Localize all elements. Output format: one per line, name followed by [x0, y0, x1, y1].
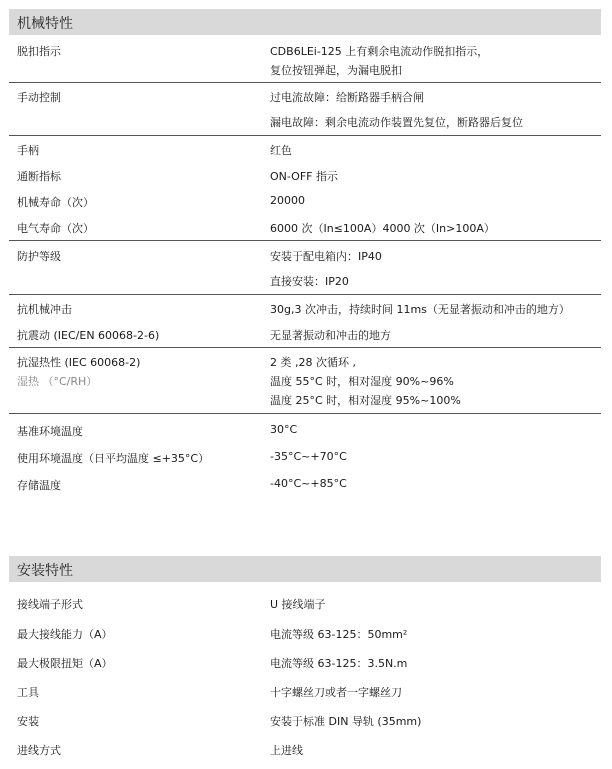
row-value: 30°C: [270, 423, 298, 436]
row-value: 红色: [270, 144, 292, 157]
row-value: ON-OFF 指示: [270, 170, 338, 183]
row-label: 脱扣指示: [17, 45, 61, 58]
divider: [9, 347, 601, 348]
row-value: 上进线: [270, 744, 303, 757]
divider: [9, 135, 601, 136]
row-label: 最大接线能力（A）: [17, 628, 113, 641]
row-value: 温度 25°C 时，相对湿度 95%~100%: [270, 394, 461, 407]
row-value: CDB6LEi-125 上有剩余电流动作脱扣指示，: [270, 45, 489, 58]
row-label: 通断指标: [17, 170, 61, 183]
row-label: 安装: [17, 715, 39, 728]
row-label: 抗震动 (IEC/EN 60068-2-6): [17, 329, 160, 342]
row-label: 手动控制: [17, 91, 61, 104]
row-value: 6000 次（In≤100A）4000 次（In>100A）: [270, 222, 495, 235]
row-sublabel: 湿热 （°C/RH）: [17, 375, 98, 388]
row-value: 温度 55°C 时，相对湿度 90%~96%: [270, 375, 454, 388]
row-label: 存储温度: [17, 479, 61, 492]
row-value: 十字螺丝刀或者一字螺丝刀: [270, 686, 402, 699]
row-value: 复位按钮弹起，为漏电脱扣: [270, 64, 402, 77]
row-value: -35°C~+70°C: [270, 450, 347, 463]
row-value: 安装于配电箱内：IP40: [270, 250, 382, 263]
row-label: 防护等级: [17, 250, 61, 263]
row-value: 电流等级 63-125：3.5N.m: [270, 657, 408, 670]
row-value: 漏电故障：剩余电流动作装置先复位，断路器后复位: [270, 116, 523, 129]
section-title: 安装特性: [17, 563, 73, 579]
row-value: U 接线端子: [270, 598, 326, 611]
row-label: 抗机械冲击: [17, 303, 72, 316]
row-label: 进线方式: [17, 744, 61, 757]
section-title: 机械特性: [17, 16, 73, 32]
row-value: 2 类 ,28 次循环 ,: [270, 356, 356, 369]
divider: [9, 294, 601, 295]
row-label: 手柄: [17, 144, 39, 157]
row-value: 过电流故障：给断路器手柄合闸: [270, 91, 424, 104]
row-label: 最大极限扭矩（A）: [17, 657, 113, 670]
row-value: 安装于标准 DIN 导轨 (35mm): [270, 715, 422, 728]
divider: [9, 240, 601, 241]
row-label: 电气寿命（次）: [17, 222, 94, 235]
row-label: 机械寿命（次）: [17, 196, 94, 209]
row-label: 基准环境温度: [17, 425, 83, 438]
section-header-mechanical: [9, 9, 601, 35]
row-label: 工具: [17, 686, 39, 699]
row-value: 无显著振动和冲击的地方: [270, 329, 391, 342]
row-value: 20000: [270, 194, 305, 207]
row-label: 使用环境温度（日平均温度 ≤+35°C）: [17, 452, 210, 465]
row-value: -40°C~+85°C: [270, 477, 347, 490]
divider: [9, 413, 601, 414]
row-label: 接线端子形式: [17, 598, 83, 611]
row-value: 电流等级 63-125：50mm²: [270, 628, 408, 641]
section-header-installation: [9, 556, 601, 582]
divider: [9, 82, 601, 83]
row-label: 抗湿热性 (IEC 60068-2): [17, 356, 141, 369]
row-value: 30g,3 次冲击，持续时间 11ms（无显著振动和冲击的地方）: [270, 303, 570, 316]
row-value: 直接安装：IP20: [270, 275, 349, 288]
